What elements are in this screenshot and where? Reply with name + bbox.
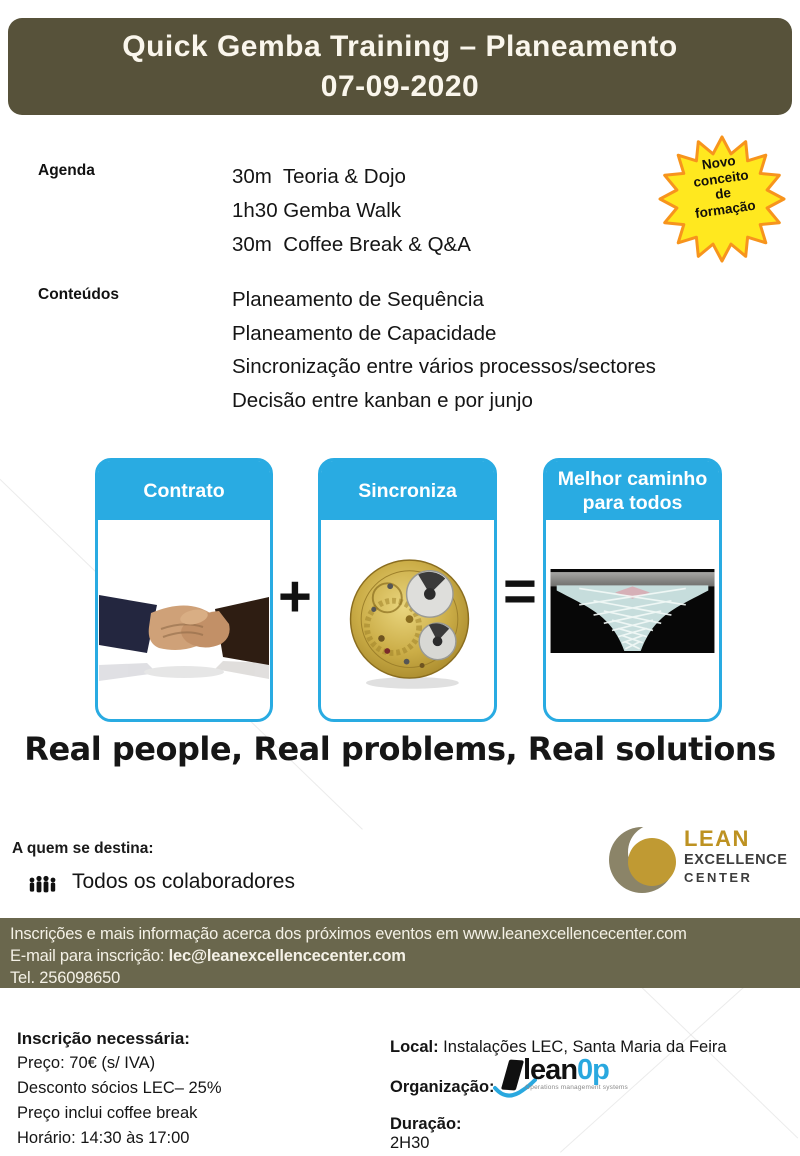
- organization-label: Organização:: [390, 1078, 495, 1096]
- agenda-item: 30m Coffee Break & Q&A: [232, 233, 471, 256]
- card-contrato-title: Contrato: [98, 461, 270, 520]
- registration-line: Horário: 14:30 às 17:00: [17, 1129, 190, 1147]
- leanop-tagline: Operations management systems: [525, 1084, 628, 1091]
- leanop-wordmark: lean0p: [523, 1054, 609, 1086]
- card-melhor-caminho: [543, 458, 722, 722]
- contents-list: [232, 283, 656, 417]
- badge-text: Novo conceito de formação: [692, 152, 757, 221]
- local-line: Local: Instalações LEC, Santa Maria da Feira: [390, 1038, 727, 1056]
- duration-line: Duração: 2H30: [390, 1115, 462, 1152]
- tagline: Real people, Real problems, Real solutions: [24, 730, 776, 768]
- banner-line2: E-mail para inscrição: lec@leanexcellencecenter.com: [10, 947, 406, 965]
- card-melhor-caminho-title: Melhor caminho para todos: [546, 461, 719, 520]
- agenda-item: 1h30 Gemba Walk: [232, 199, 402, 222]
- card-contrato: [95, 458, 273, 722]
- plus-icon: +: [278, 564, 312, 629]
- registration-line: Desconto sócios LEC– 25%: [17, 1079, 222, 1097]
- new-concept-badge: [652, 133, 792, 265]
- watch-mechanism-image: [337, 547, 482, 702]
- title-banner: [8, 18, 792, 115]
- agenda-label: Agenda: [38, 162, 95, 179]
- audience-value: Todos os colaboradores: [72, 870, 295, 893]
- card-sincroniza: [318, 458, 497, 722]
- lec-logo: [608, 816, 798, 908]
- lec-logo-text: LEAN EXCELLENCE CENTER: [684, 826, 788, 885]
- email-link[interactable]: lec@leanexcellencecenter.com: [168, 947, 406, 965]
- registration-line: Preço inclui coffee break: [17, 1104, 198, 1122]
- contents-item: Planeamento de Capacidade: [232, 321, 497, 345]
- registration-block: [17, 1026, 222, 1151]
- people-group-icon: [27, 874, 59, 903]
- banner-line1: Inscrições e mais informação acerca dos próximos eventos em www.leanexcellencecenter.com: [10, 925, 687, 943]
- page-title-line1: Quick Gemba Training – Planeamento: [122, 29, 678, 63]
- website-link[interactable]: www.leanexcellencecenter.com: [462, 925, 687, 943]
- contents-item: Sincronização entre vários processos/sectores: [232, 355, 656, 378]
- handshake-image: [99, 569, 269, 709]
- agenda-list: [232, 160, 471, 262]
- audience-label: A quem se destina:: [12, 840, 154, 857]
- contents-item: Decisão entre kanban e por junjo: [232, 388, 533, 412]
- page-title-line2: 07-09-2020: [320, 69, 480, 103]
- card-sincroniza-title: Sincroniza: [321, 461, 494, 520]
- contents-label: Conteúdos: [38, 286, 119, 303]
- banner-line3: Tel. 256098650: [10, 969, 121, 987]
- contents-item: Planeamento de Sequência: [232, 288, 484, 311]
- agenda-item: 30m Teoria & Dojo: [232, 165, 406, 188]
- lec-crescent-icon: [608, 816, 680, 909]
- registration-title: Inscrição necessária:: [17, 1029, 190, 1048]
- leanop-logo: [493, 1054, 633, 1110]
- equals-icon: =: [503, 559, 537, 624]
- bridge-image: [550, 569, 715, 658]
- registration-line: Preço: 70€ (s/ IVA): [17, 1054, 156, 1072]
- contact-banner: [0, 918, 800, 988]
